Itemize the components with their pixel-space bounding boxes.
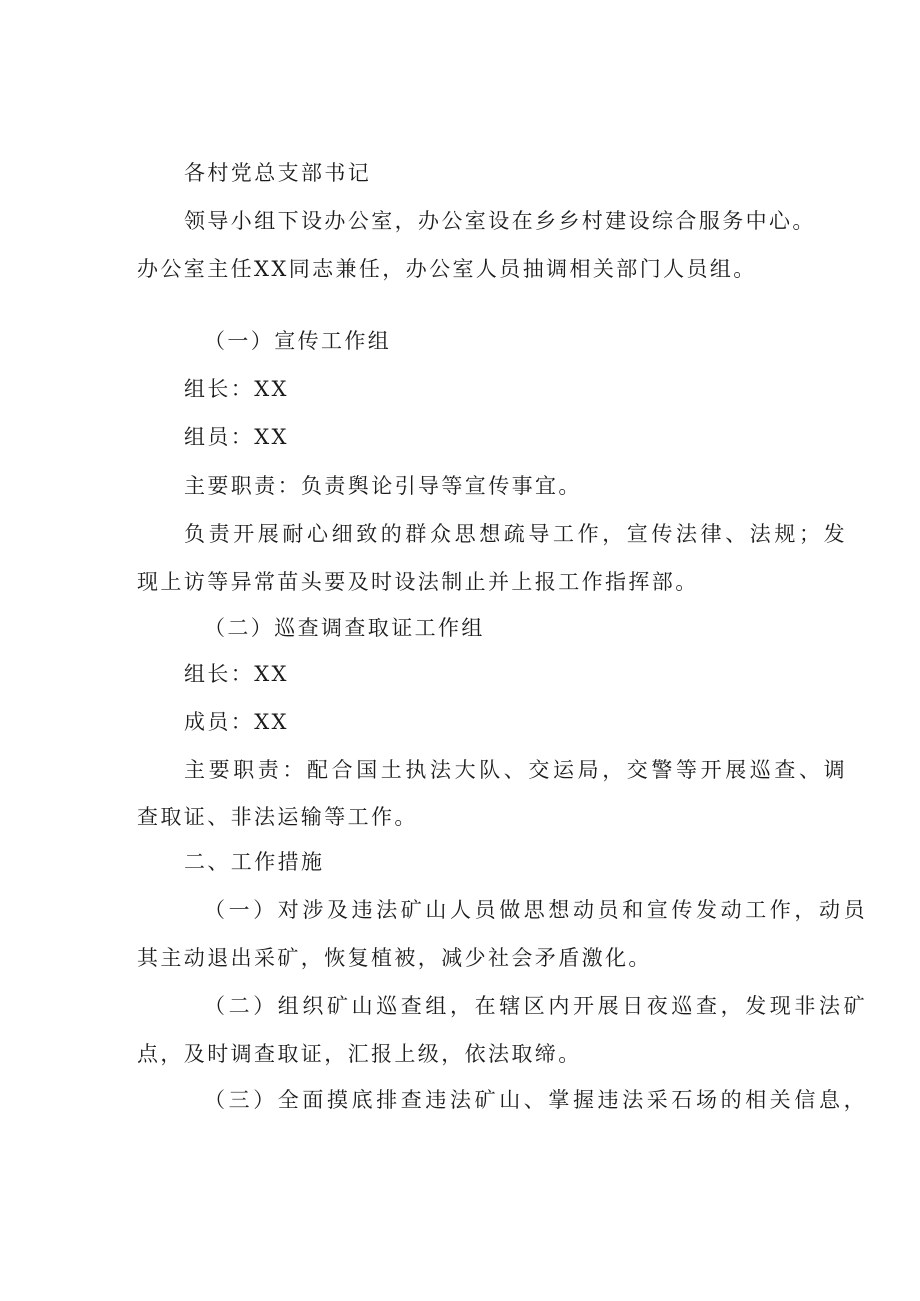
paragraph-line: 办公室主任XX同志兼任，办公室人员抽调相关部门人员组。 [137, 257, 757, 281]
paragraph-line: 其主动退出采矿，恢复植被，减少社会矛盾激化。 [137, 946, 652, 970]
section-heading: 二、工作措施 [184, 850, 325, 874]
paragraph-line: 主要职责：负责舆论引导等宣传事宜。 [184, 474, 582, 498]
paragraph-line: 点，及时调查取证，汇报上级，依法取缔。 [137, 1042, 582, 1066]
paragraph-line: 组员：XX [184, 425, 289, 449]
paragraph-line: （二）组织矿山巡查组，在辖区内开展日夜巡查，发现非法矿 [204, 994, 869, 1018]
paragraph-line: 组长：XX [184, 662, 289, 686]
paragraph-line: （三）全面摸底排查违法矿山、掌握违法采石场的相关信息， [204, 1088, 869, 1112]
paragraph-line: 领导小组下设办公室，办公室设在乡乡村建设综合服务中心。 [184, 209, 816, 233]
paragraph-line: 主要职责：配合国土执法大队、交运局，交警等开展巡查、调 [184, 758, 849, 782]
paragraph-line: 现上访等异常苗头要及时设法制止并上报工作指挥部。 [137, 570, 699, 594]
paragraph-line: 组长：XX [184, 377, 289, 401]
paragraph-line: 各村党总支部书记 [184, 161, 372, 185]
paragraph-line: 负责开展耐心细致的群众思想疏导工作，宣传法律、法规；发 [184, 522, 849, 546]
section-heading: （二）巡查调查取证工作组 [204, 616, 485, 640]
paragraph-line: 查取证、非法运输等工作。 [137, 805, 418, 829]
section-heading: （一）宣传工作组 [204, 329, 392, 353]
paragraph-line: 成员：XX [184, 710, 289, 734]
paragraph-line: （一）对涉及违法矿山人员做思想动员和宣传发动工作，动员 [204, 898, 869, 922]
